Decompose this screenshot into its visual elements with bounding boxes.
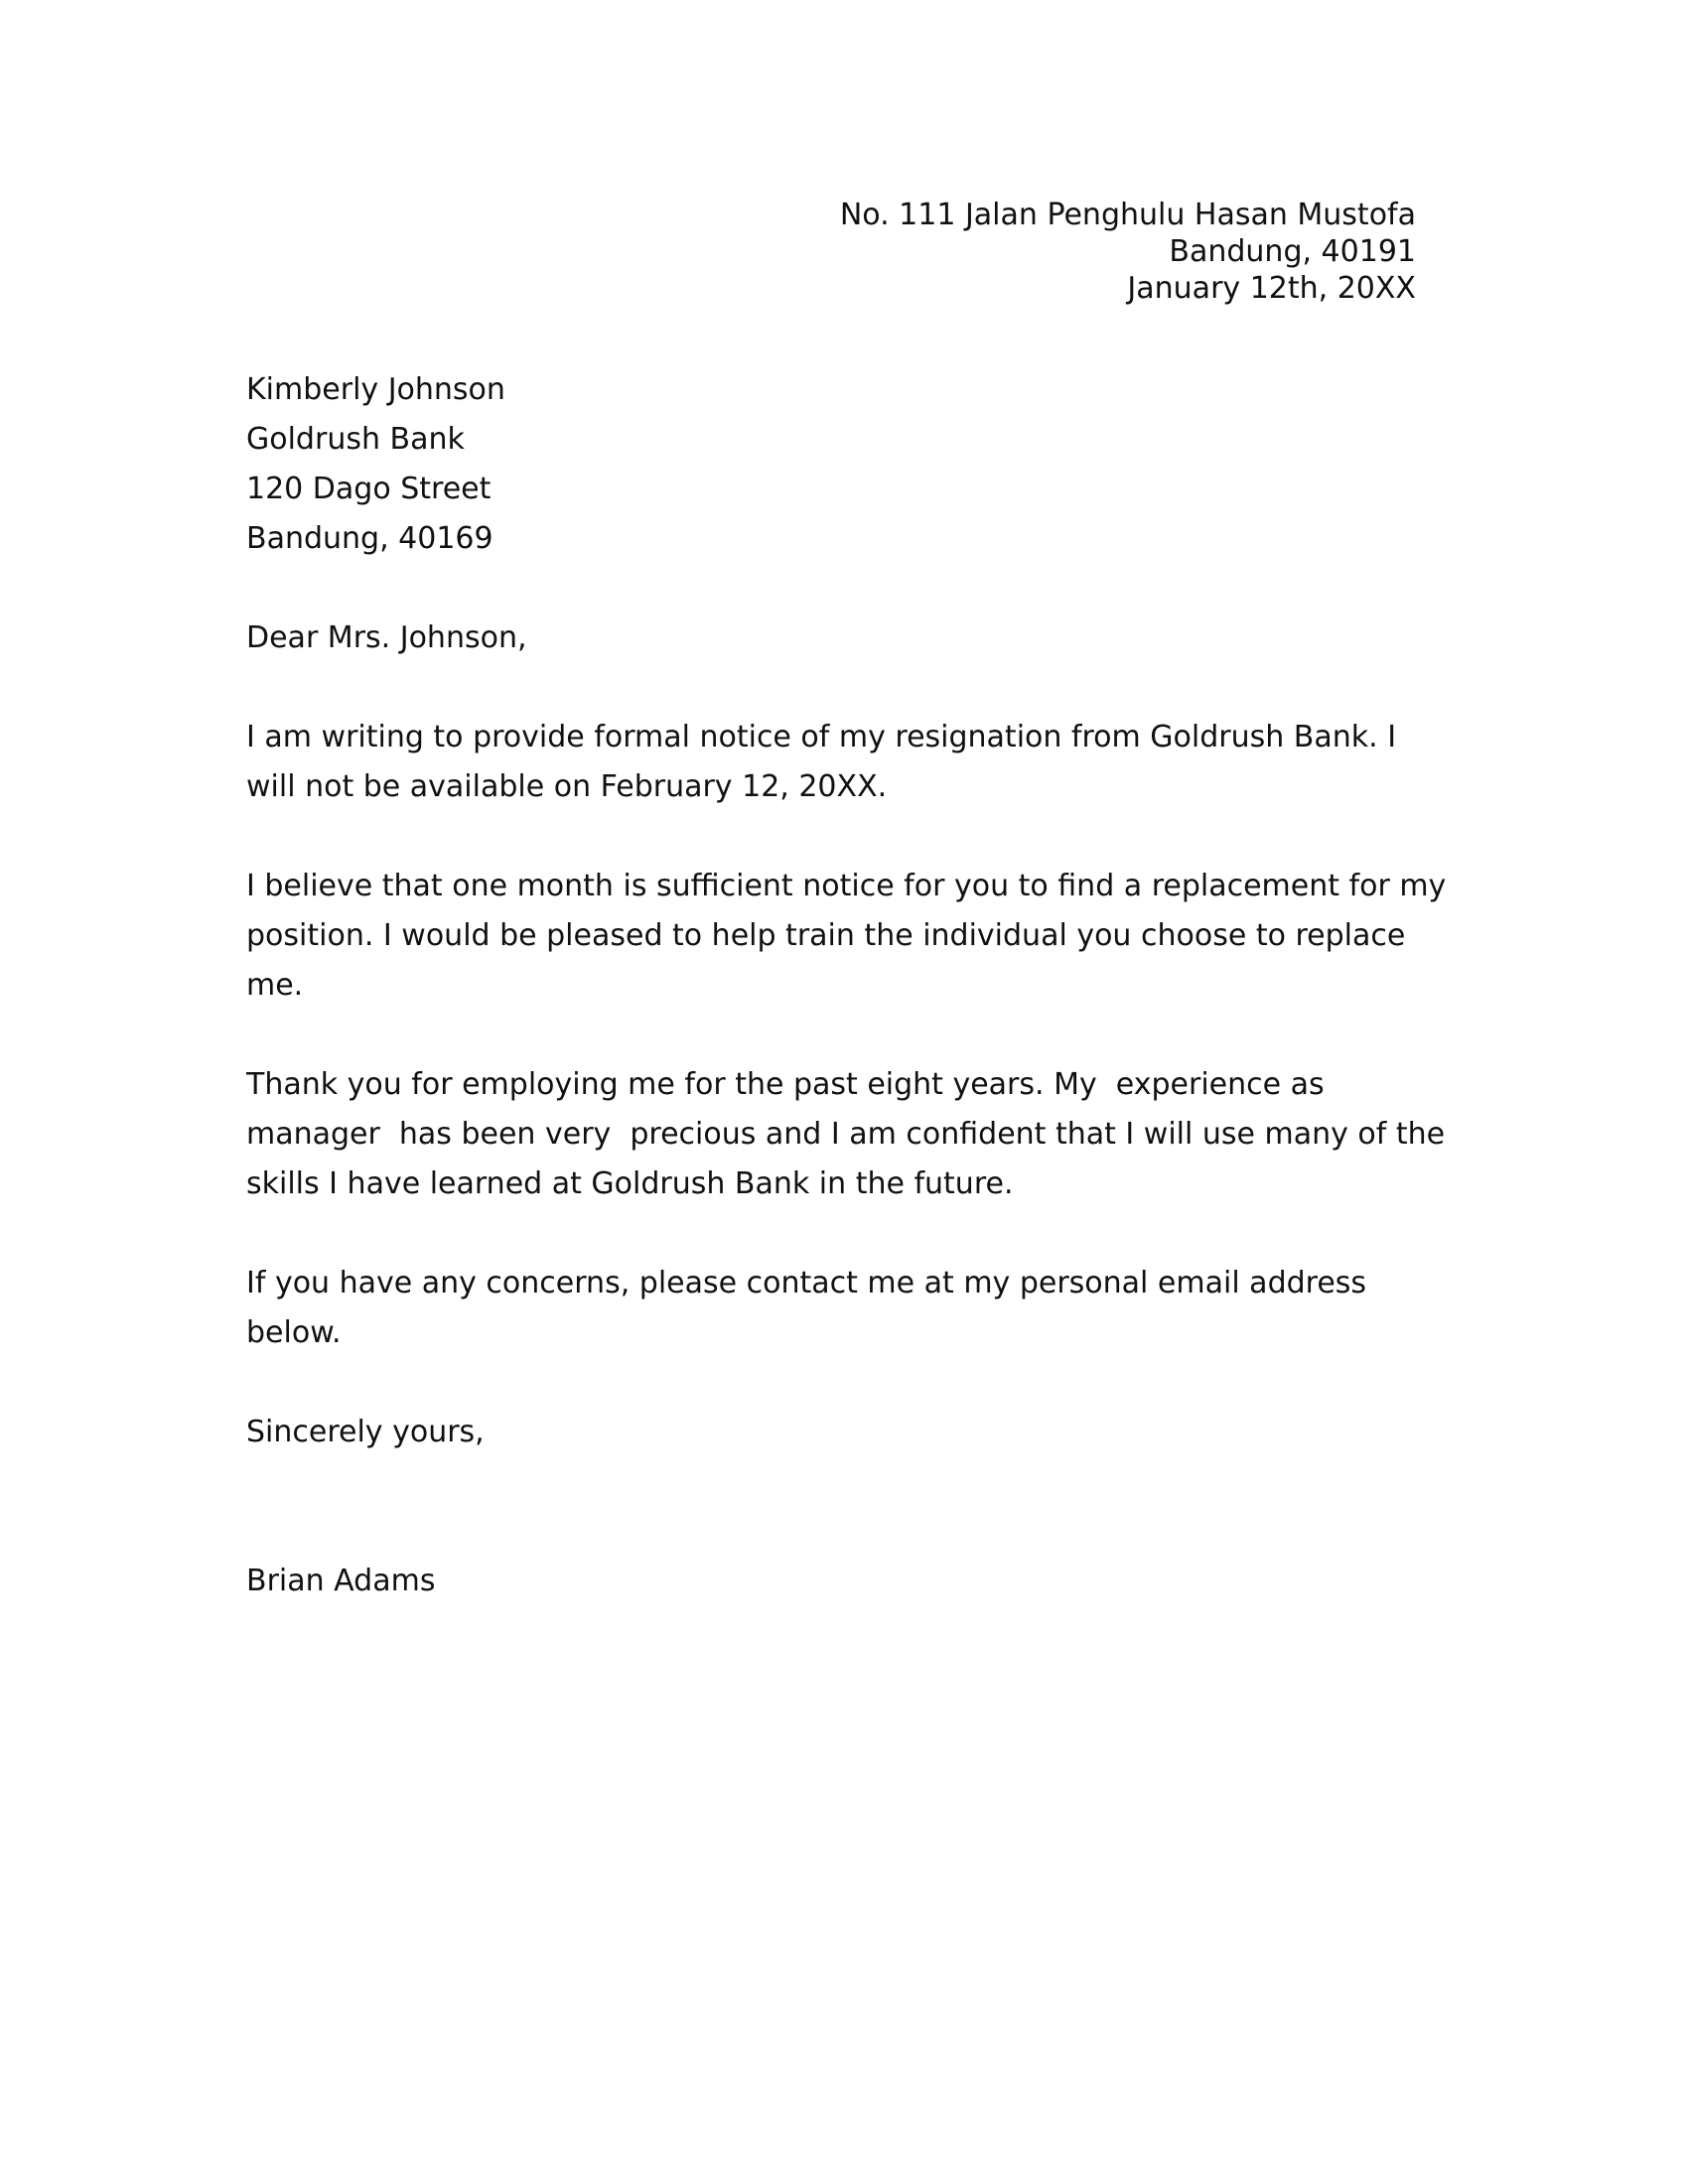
recipient-address-block bbox=[246, 365, 1448, 564]
salutation: Dear Mrs. Johnson, bbox=[246, 620, 527, 655]
recipient-company: Goldrush Bank bbox=[246, 422, 465, 457]
letter-body bbox=[246, 365, 1456, 1606]
paragraph-contact: If you have any concerns, please contact me at my personal email address below. bbox=[246, 1266, 1376, 1350]
paragraph-resignation-notice: I am writing to provide formal notice of my resignation from Goldrush Bank. I will not be available on February 12, 20XX. bbox=[246, 720, 1406, 804]
recipient-street: 120 Dago Street bbox=[246, 472, 492, 506]
sender-address-block bbox=[840, 197, 1416, 307]
recipient-name: Kimberly Johnson bbox=[246, 372, 505, 407]
letter-date: January 12th, 20XX bbox=[1127, 271, 1416, 306]
recipient-city: Bandung, 40169 bbox=[246, 521, 493, 556]
paragraph-thanks: Thank you for employing me for the past eight years. My experience as manager has been very precious and I am confident that I will use many of the skills I have learned at Goldrush Bank in the future. bbox=[246, 1067, 1455, 1201]
paragraph-notice-period: I believe that one month is sufficient notice for you to find a replacement for my position. I would be pleased to help train the individual you choose to replace me. bbox=[246, 869, 1456, 1003]
signature-name: Brian Adams bbox=[246, 1564, 436, 1598]
sender-street: No. 111 Jalan Penghulu Hasan Mustofa bbox=[839, 198, 1416, 232]
sender-city: Bandung, 40191 bbox=[1169, 234, 1416, 269]
closing: Sincerely yours, bbox=[246, 1415, 485, 1449]
